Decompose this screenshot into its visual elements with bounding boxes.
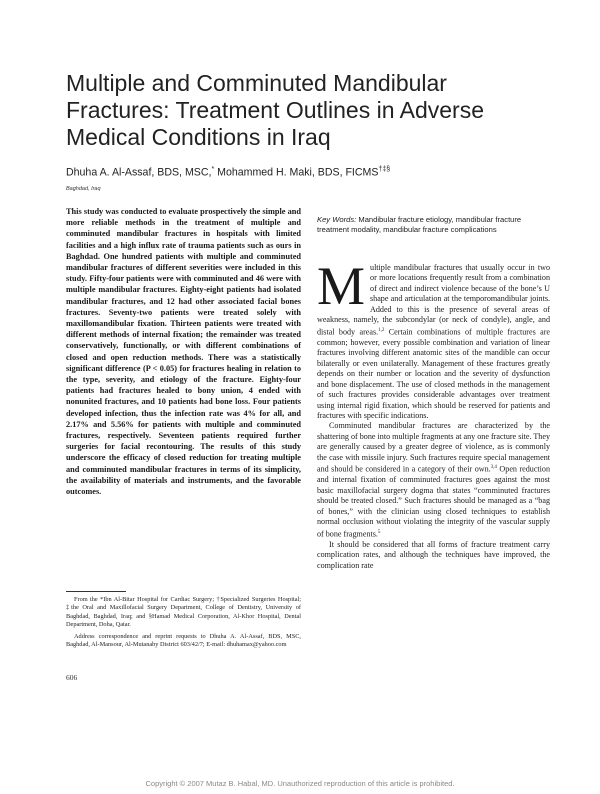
keywords-text: Mandibular fracture etiology, mandibular fracture treatment modality, mandibular fracture complications [317, 215, 522, 235]
paragraph [317, 421, 550, 539]
paragraph-text: Open reduction and internal fixation of comminuted fractures goes against the most basic maxillofacial surgery dogma that states “comminuted fractures should be treated closed.” Such fractures should be managed as a “bag of bones,” with the clinician using closed techniques to establish normal occlusion without violating the integrity of the vascular supply of bone fragments. [317, 464, 551, 539]
keywords [317, 215, 550, 236]
affiliation-location: Baghdad, Iraq [66, 186, 101, 192]
citation-ref: 3,4 [490, 465, 497, 471]
author-name: Dhuha A. Al-Assaf, BDS, MSC, [66, 166, 212, 179]
drop-cap: M [317, 256, 366, 316]
footnote-divider [66, 591, 126, 592]
paragraph [317, 540, 550, 571]
paragraph [317, 256, 550, 421]
paragraph-text: Comminuted mandibular fractures are characterized by the shattering of bone into multiple fragments at any one fracture site. They are generally caused by a greater degree of violence, as is commonly the case with missile injury. Such fractures require special management and should be considered in a category of their own. [317, 421, 550, 474]
citation-ref: 5 [377, 529, 381, 535]
citation-ref: 1,2 [378, 327, 385, 333]
author-affiliation-mark: * [211, 166, 215, 173]
keywords-label: Key Words: [317, 215, 357, 224]
author-line [66, 166, 536, 179]
abstract: This study was conducted to evaluate prospectively the simple and more reliable methods in the treatment of multiple and comminuted mandibular fractures in hospitals with limited facilities and a high influx rate of trauma patients such as ours in Baghdad. One hundred patients with multiple and comminuted mandibular fractures of different severities were included in this study. Fifty-four patients were with comminuted and 46 were with multiple mandibular fractures. Eighty-eight patients had isolated mandibular fractures, and 12 had other associated facial bones fractures. Seventy-two patients were treated solely with maxillomandibular fixation. Thirteen patients were treated with different methods of internal fixation; the remainder was treated conservatively, functionally, or with different combinations of closed and open reduction methods. There was a statistically significant difference (P < 0.05) for fractures healing in relation to the type, severity, and etiology of the fracture. Eighty-four patients had fractures healed to bony union, 4 ended with nonunited fractures, and 10 patients had bone loss. Four patients developed infection, thus the infection rate was 4% for all, and 2.17% and 5.56% for patients with multiple and comminuted fractures, respectively. Seventeen patients required further surgeries for facial recontouring. The results of this study underscore the efficacy of closed reduction for treating multiple and comminuted mandibular fractures in terms of its simplicity, the availability of materials and instruments, and the favorable outcomes. [66, 207, 301, 497]
paragraph-text: ultiple mandibular fractures that usually occur in two or more locations frequently result from a combination of direct and indirect violence because of the bone’s U shape and articulation at the temporomandibular joints. Added to this is the presence of several areas of weakness, namely, the subcondylar (or neck of condyle), angle, and distal body areas. [317, 263, 550, 337]
paragraph-text: Certain combinations of multiple fractures are common; however, every possible combination and variation of linear fractures involving different anatomic sites of the mandible can occur bilaterally or even unilaterally. Management of these fractures greatly depends on their number or location and the severity of dysfunction and bone displacement. The use of closed methods in the management of such fractures provides considerable advantages over treatment using internal rigid fixation, which should be reserved for patients and fractures with specific indications. [317, 327, 550, 421]
author-affiliation-mark: †‡§ [378, 166, 391, 173]
paragraph-text: It should be considered that all forms of fracture treatment carry complication rates, and although the techniques have improved, the complication rate [317, 539, 550, 570]
footnote-correspondence: Address correspondence and reprint requests to Dhuha A. Al-Assaf, BDS, MSC, Baghdad, Al-Mansour, Al-Mutanaby District 603/42/7; E-mail: dhuhamax@yahoo.com [66, 632, 301, 649]
article-title: Multiple and Comminuted Mandibular Fractures: Treatment Outlines in Adverse Medical Conditions in Iraq [66, 70, 485, 150]
copyright-notice: Copyright © 2007 Mutaz B. Habal, MD. Unauthorized reproduction of this article is prohibited. [145, 779, 455, 788]
footnotes [66, 596, 301, 652]
footnote-affiliations: From the *Ibn Al-Bitar Hospital for Cardiac Surgery; †Specialized Surgeries Hospital; ‡the Oral and Maxillofacial Surgery Department, College of Dentistry, University of Baghdad, Baghdad, Iraq; and §Hamad Medical Corporation, Al-Khor Hospital, Dental Department, Doha, Qatar. [66, 596, 301, 629]
body-text [317, 256, 551, 571]
author-name: Mohammed H. Maki, BDS, FICMS [217, 166, 379, 179]
page-number: 606 [66, 673, 78, 682]
